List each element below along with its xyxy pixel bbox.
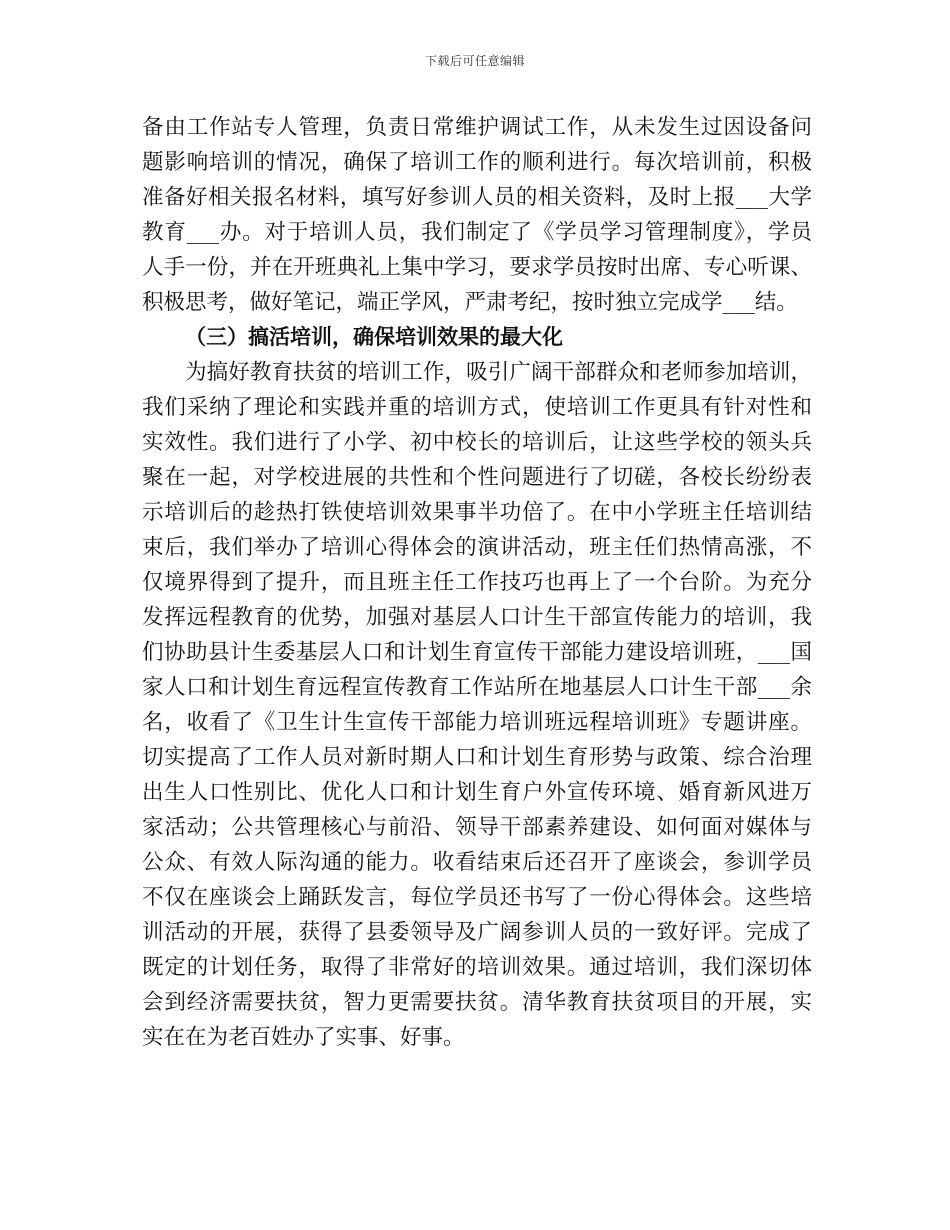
text-line: 既定的计划任务，取得了非常好的培训效果。通过培训，我们深切体 (142, 955, 812, 980)
text-line: 切实提高了工作人员对新时期人口和计划生育形势与政策、综合治理 (142, 745, 812, 770)
text-line: 实效性。我们进行了小学、初中校长的培训后，让这些学校的领头兵 (142, 430, 812, 455)
text-line: 人手一份，并在开班典礼上集中学习，要求学员按时出席、专心听课、 (142, 255, 812, 280)
text-line: 示培训后的趁热打铁使培训效果事半功倍了。在中小学班主任培训结 (142, 500, 812, 525)
text-line: 仅境界得到了提升，而且班主任工作技巧也再上了一个台阶。为充分 (142, 570, 812, 595)
text-line: 备由工作站专人管理，负责日常维护调试工作，从未发生过因设备问 (142, 115, 812, 140)
text-line: 教育___办。对于培训人员，我们制定了《学员学习管理制度》，学员 (142, 220, 812, 245)
text-line: 们协助县计生委基层人口和计划生育宣传干部能力建设培训班，___国 (142, 640, 812, 665)
section-heading: （三）搞活培训，确保培训效果的最大化 (185, 325, 563, 349)
text-line: 出生人口性别比、优化人口和计划生育户外宣传环境、婚育新风进万 (142, 780, 812, 805)
text-line: 题影响培训的情况，确保了培训工作的顺利进行。每次培训前，积极 (142, 150, 812, 175)
text-line: 实在在为老百姓办了实事、好事。 (142, 1025, 465, 1050)
text-line: 聚在一起，对学校进展的共性和个性问题进行了切磋，各校长纷纷表 (142, 465, 812, 490)
text-line: 我们采纳了理论和实践并重的培训方式，使培训工作更具有针对性和 (142, 395, 812, 420)
text-line: 训活动的开展，获得了县委领导及广阔参训人员的一致好评。完成了 (142, 920, 812, 945)
text-line: 为搞好教育扶贫的培训工作，吸引广阔干部群众和老师参加培训， (185, 360, 812, 385)
paragraph-training (142, 355, 812, 1055)
text-line: 积极思考，做好笔记，端正学风，严肃考纪，按时独立完成学___结。 (142, 290, 798, 315)
text-line: 公众、有效人际沟通的能力。收看结束后还召开了座谈会，参训学员 (142, 850, 812, 875)
page-header: 下载后可任意编辑 (424, 54, 525, 68)
paragraph-continued (142, 110, 812, 320)
text-line: 家活动；公共管理核心与前沿、领导干部素养建设、如何面对媒体与 (142, 815, 812, 840)
text-line: 家人口和计划生育远程宣传教育工作站所在地基层人口计生干部___余 (142, 675, 812, 700)
text-line: 会到经济需要扶贫，智力更需要扶贫。清华教育扶贫项目的开展，实 (142, 990, 812, 1015)
text-line: 发挥远程教育的优势，加强对基层人口计生干部宣传能力的培训，我 (142, 605, 812, 630)
text-line: 准备好相关报名材料，填写好参训人员的相关资料，及时上报___大学 (142, 185, 812, 210)
text-line: 不仅在座谈会上踊跃发言，每位学员还书写了一份心得体会。这些培 (142, 885, 812, 910)
document-body (142, 110, 812, 1055)
text-line: 名，收看了《卫生计生宣传干部能力培训班远程培训班》专题讲座。 (142, 710, 812, 735)
text-line: 束后，我们举办了培训心得体会的演讲活动，班主任们热情高涨，不 (142, 535, 812, 560)
